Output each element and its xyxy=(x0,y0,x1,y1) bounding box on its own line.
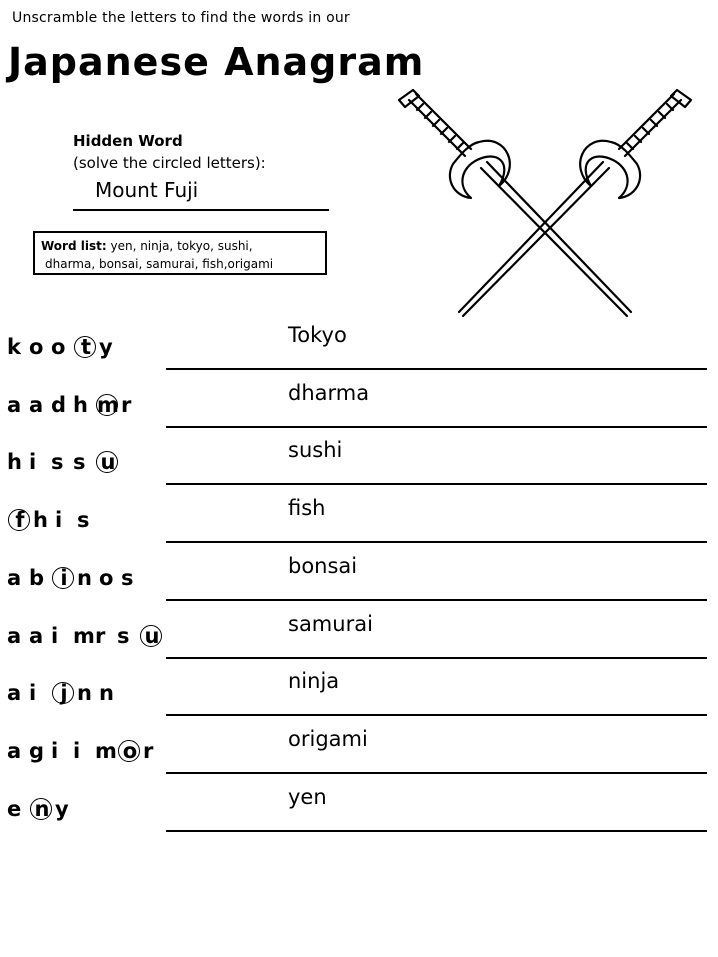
letter: r xyxy=(95,623,106,648)
scrambled-letters xyxy=(7,739,165,763)
circled-letter: u xyxy=(95,450,121,474)
letter: i xyxy=(51,738,59,763)
letter: b xyxy=(29,565,45,590)
word-list-words-2: dharma, bonsai, samurai, fish,origami xyxy=(45,257,274,271)
letter: r xyxy=(121,392,132,417)
scrambled-letters xyxy=(7,797,77,821)
crossed-swords-icon xyxy=(395,86,695,322)
answer-line xyxy=(166,772,707,774)
answer-line xyxy=(166,541,707,543)
answer-line xyxy=(166,483,707,485)
hidden-word-label: Hidden Word xyxy=(73,132,183,150)
word-list-line-2 xyxy=(41,255,319,273)
word-list-label: Word list: xyxy=(41,239,107,253)
letter: s xyxy=(51,450,64,475)
letter: a xyxy=(7,738,22,763)
letter: a xyxy=(29,623,44,648)
scrambled-letters xyxy=(7,624,165,648)
letter: s xyxy=(117,623,130,648)
answer-line xyxy=(166,830,707,832)
circled-letter: u xyxy=(139,624,165,648)
scrambled-letters xyxy=(7,566,143,590)
page-title: Japanese Anagram xyxy=(8,40,425,84)
answer-text: origami xyxy=(288,726,368,751)
letter: r xyxy=(143,738,154,763)
letter: n xyxy=(77,681,92,706)
scrambled-letters xyxy=(7,450,121,474)
instructions-text: Unscramble the letters to find the words in our xyxy=(12,10,350,26)
answer-text: samurai xyxy=(288,611,373,636)
letter: h xyxy=(73,392,88,417)
letter: h xyxy=(33,508,48,533)
letter: o xyxy=(51,335,66,359)
answer-text: yen xyxy=(288,784,327,809)
letter: n xyxy=(77,565,92,590)
hidden-word-instructions: (solve the circled letters): xyxy=(73,154,266,172)
letter: i xyxy=(29,681,37,706)
letter: g xyxy=(29,738,45,763)
letter: m xyxy=(95,738,117,763)
letter: s xyxy=(73,450,86,475)
letter: a xyxy=(7,392,22,417)
scrambled-letters xyxy=(7,508,99,532)
letter: y xyxy=(55,796,69,821)
scrambled-letters xyxy=(7,335,121,359)
word-list-box xyxy=(33,231,327,275)
circled-letter: f xyxy=(7,508,33,532)
letter: m xyxy=(73,623,95,648)
circled-letter: t xyxy=(73,335,99,359)
answer-line xyxy=(166,599,707,601)
answer-line xyxy=(166,714,707,716)
letter: i xyxy=(29,450,37,475)
word-list-words-1: yen, ninja, tokyo, sushi, xyxy=(110,239,253,253)
letter: o xyxy=(99,565,114,590)
circled-letter: m xyxy=(95,393,121,417)
answer-text: ninja xyxy=(288,669,340,694)
letter: e xyxy=(7,796,22,821)
letter: a xyxy=(7,681,22,706)
answer-text: Tokyo xyxy=(288,323,347,347)
circled-letter: i xyxy=(51,566,77,590)
letter: a xyxy=(7,623,22,648)
letter: a xyxy=(7,565,22,590)
scrambled-letters xyxy=(7,393,143,417)
letter: y xyxy=(99,335,113,359)
hidden-word-underline xyxy=(73,209,329,211)
letter: i xyxy=(51,623,59,648)
letter: n xyxy=(99,681,114,706)
letter: a xyxy=(29,392,44,417)
letter: k xyxy=(7,335,21,359)
letter: i xyxy=(55,508,63,533)
letter: s xyxy=(77,508,90,533)
letter: o xyxy=(29,335,44,359)
answer-text: sushi xyxy=(288,438,343,463)
answer-line xyxy=(166,368,707,370)
word-list-line-1 xyxy=(41,237,319,255)
answer-text: dharma xyxy=(288,380,370,405)
circled-letter: n xyxy=(29,797,55,821)
scrambled-letters xyxy=(7,681,121,705)
letter: h xyxy=(7,450,22,475)
hidden-word-answer: Mount Fuji xyxy=(95,178,199,202)
letter: i xyxy=(73,738,81,763)
letter: s xyxy=(121,565,134,590)
answer-line xyxy=(166,657,707,659)
answer-line xyxy=(166,426,707,428)
letter: d xyxy=(51,392,67,417)
circled-letter: o xyxy=(117,739,143,763)
answer-text: fish xyxy=(288,496,326,521)
circled-letter: j xyxy=(51,681,77,705)
answer-text: bonsai xyxy=(288,553,358,578)
